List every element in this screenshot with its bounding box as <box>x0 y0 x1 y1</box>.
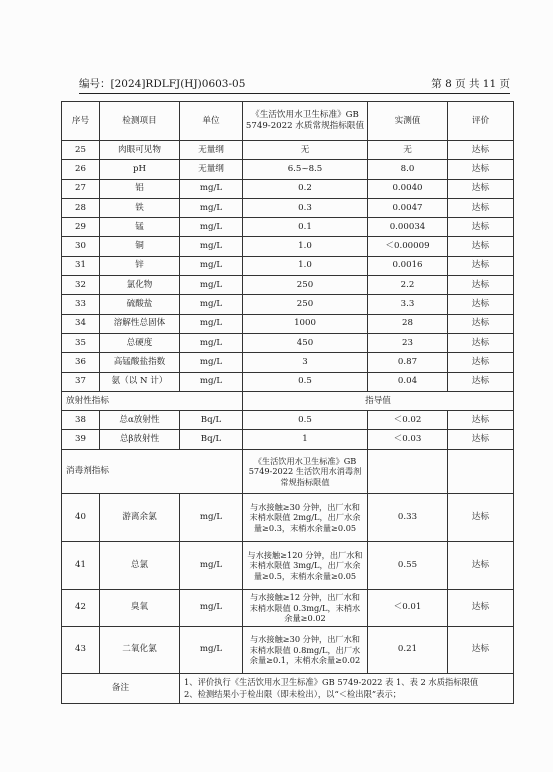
cell-unit: mg/L <box>180 541 243 589</box>
cell-measured: 8.0 <box>368 160 448 179</box>
radio-section-row <box>62 391 514 410</box>
cell-measured: 0.00034 <box>368 218 448 237</box>
cell-seq: 29 <box>62 218 100 237</box>
cell-item: 氯化物 <box>100 276 180 295</box>
cell-unit: mg/L <box>180 198 243 217</box>
table-row <box>62 198 514 217</box>
cell-evaluation: 达标 <box>448 256 514 275</box>
cell-seq: 36 <box>62 353 100 372</box>
cell-measured: 0.0016 <box>368 256 448 275</box>
cell-evaluation: 达标 <box>448 218 514 237</box>
cell-measured: ＜0.02 <box>368 411 448 430</box>
cell-measured: 0.04 <box>368 372 448 391</box>
cell-limit: 与水接触≥30 分钟，出厂水和末梢水限值 2mg/L，出厂水余量≥0.3，末梢水余量≥0.05 <box>243 493 368 541</box>
cell-limit: 与水接触≥120 分钟，出厂水和末梢水限值 3mg/L，出厂水余量≥0.5，末梢水余量≥0.05 <box>243 541 368 589</box>
table-row <box>62 353 514 372</box>
cell-item: pH <box>100 160 180 179</box>
table-row <box>62 160 514 179</box>
cell-limit: 250 <box>243 295 368 314</box>
cell-seq: 26 <box>62 160 100 179</box>
cell-limit: 0.1 <box>243 218 368 237</box>
cell-seq: 37 <box>62 372 100 391</box>
cell-evaluation: 达标 <box>448 276 514 295</box>
table-row <box>62 295 514 314</box>
cell-item: 锌 <box>100 256 180 275</box>
cell-limit: 无 <box>243 141 368 160</box>
remarks-row <box>62 673 514 703</box>
cell-limit: 450 <box>243 333 368 352</box>
cell-limit: 与水接触≥12 分钟，出厂水和末梢水限值 0.3mg/L，末梢水余量≥0.02 <box>243 589 368 626</box>
cell-limit: 0.3 <box>243 198 368 217</box>
empty-cell <box>448 449 514 493</box>
cell-measured: 3.3 <box>368 295 448 314</box>
cell-evaluation: 达标 <box>448 626 514 673</box>
remark-line1: 1、评价执行《生活饮用水卫生标准》GB 5749-2022 表 1、表 2 水质指标限值 <box>184 677 479 688</box>
header-limit: 《生活饮用水卫生标准》GB 5749-2022 水质常规指标限值 <box>243 102 368 141</box>
cell-seq: 35 <box>62 333 100 352</box>
cell-limit: 3 <box>243 353 368 372</box>
cell-evaluation: 达标 <box>448 333 514 352</box>
cell-unit: Bq/L <box>180 430 243 449</box>
cell-limit: 250 <box>243 276 368 295</box>
cell-evaluation: 达标 <box>448 353 514 372</box>
table-row <box>62 276 514 295</box>
cell-evaluation: 达标 <box>448 160 514 179</box>
cell-seq: 43 <box>62 626 100 673</box>
cell-evaluation: 达标 <box>448 314 514 333</box>
radio-section-title: 放射性指标 <box>62 391 243 410</box>
cell-measured: ＜0.03 <box>368 430 448 449</box>
table-row <box>62 141 514 160</box>
cell-measured: 28 <box>368 314 448 333</box>
disinfect-limit-header: 《生活饮用水卫生标准》GB 5749-2022 生活饮用水消毒剂常规指标限值 <box>243 449 368 493</box>
cell-item: 肉眼可见物 <box>100 141 180 160</box>
cell-evaluation: 达标 <box>448 541 514 589</box>
cell-unit: mg/L <box>180 493 243 541</box>
empty-cell <box>368 449 448 493</box>
cell-limit: 1.0 <box>243 237 368 256</box>
cell-unit: mg/L <box>180 256 243 275</box>
cell-item: 总β放射性 <box>100 430 180 449</box>
cell-evaluation: 达标 <box>448 198 514 217</box>
cell-evaluation: 达标 <box>448 589 514 626</box>
cell-unit: mg/L <box>180 295 243 314</box>
cell-item: 总硬度 <box>100 333 180 352</box>
cell-measured: 0.0040 <box>368 179 448 198</box>
cell-evaluation: 达标 <box>448 372 514 391</box>
cell-measured: 0.33 <box>368 493 448 541</box>
cell-unit: 无量纲 <box>180 160 243 179</box>
cell-seq: 31 <box>62 256 100 275</box>
cell-seq: 34 <box>62 314 100 333</box>
table-header-row <box>62 102 514 141</box>
table-row <box>62 333 514 352</box>
cell-limit: 6.5~8.5 <box>243 160 368 179</box>
cell-seq: 40 <box>62 493 100 541</box>
radio-guide-label: 指导值 <box>243 391 514 410</box>
table-row <box>62 237 514 256</box>
header-evaluation: 评价 <box>448 102 514 141</box>
header-divider <box>79 93 510 94</box>
report-number: 编号：[2024]RDLFJ(HJ)0603-05 <box>79 78 246 90</box>
table-row <box>62 430 514 449</box>
cell-item: 硫酸盐 <box>100 295 180 314</box>
table-row <box>62 314 514 333</box>
cell-measured: 0.21 <box>368 626 448 673</box>
cell-unit: mg/L <box>180 372 243 391</box>
cell-evaluation: 达标 <box>448 141 514 160</box>
cell-measured: 0.0047 <box>368 198 448 217</box>
cell-seq: 38 <box>62 411 100 430</box>
cell-limit: 0.5 <box>243 411 368 430</box>
cell-unit: mg/L <box>180 237 243 256</box>
cell-item: 总氯 <box>100 541 180 589</box>
cell-evaluation: 达标 <box>448 430 514 449</box>
table-row <box>62 589 514 626</box>
table-row <box>62 218 514 237</box>
cell-item: 二氧化氯 <box>100 626 180 673</box>
header-item: 检测项目 <box>100 102 180 141</box>
table-row <box>62 372 514 391</box>
cell-measured: 2.2 <box>368 276 448 295</box>
cell-item: 游离余氯 <box>100 493 180 541</box>
cell-seq: 28 <box>62 198 100 217</box>
results-table <box>61 101 514 704</box>
table-row <box>62 256 514 275</box>
remarks-content <box>180 673 514 703</box>
disinfect-section-title: 消毒剂指标 <box>62 449 243 493</box>
cell-seq: 32 <box>62 276 100 295</box>
cell-seq: 30 <box>62 237 100 256</box>
cell-measured: 0.87 <box>368 353 448 372</box>
cell-unit: mg/L <box>180 314 243 333</box>
cell-seq: 42 <box>62 589 100 626</box>
cell-unit: Bq/L <box>180 411 243 430</box>
table-row <box>62 179 514 198</box>
table-row <box>62 493 514 541</box>
cell-unit: mg/L <box>180 276 243 295</box>
cell-item: 氨（以 N 计） <box>100 372 180 391</box>
cell-evaluation: 达标 <box>448 179 514 198</box>
header-unit: 单位 <box>180 102 243 141</box>
cell-measured: 23 <box>368 333 448 352</box>
table-row <box>62 541 514 589</box>
page-header <box>79 76 510 92</box>
cell-unit: mg/L <box>180 333 243 352</box>
cell-item: 铁 <box>100 198 180 217</box>
cell-limit: 0.2 <box>243 179 368 198</box>
cell-item: 溶解性总固体 <box>100 314 180 333</box>
cell-limit: 1 <box>243 430 368 449</box>
cell-measured: 0.55 <box>368 541 448 589</box>
remark-line2: 2、检测结果小于检出限（即未检出），以“＜检出限”表示； <box>184 689 402 700</box>
cell-measured: ＜0.00009 <box>368 237 448 256</box>
disinfect-section-row <box>62 449 514 493</box>
cell-item: 锰 <box>100 218 180 237</box>
table-row <box>62 411 514 430</box>
remarks-label: 备注 <box>62 673 180 703</box>
cell-limit: 1000 <box>243 314 368 333</box>
cell-evaluation: 达标 <box>448 237 514 256</box>
cell-seq: 39 <box>62 430 100 449</box>
cell-item: 总α放射性 <box>100 411 180 430</box>
cell-seq: 33 <box>62 295 100 314</box>
cell-unit: mg/L <box>180 353 243 372</box>
cell-measured: ＜0.01 <box>368 589 448 626</box>
cell-seq: 25 <box>62 141 100 160</box>
cell-unit: 无量纲 <box>180 141 243 160</box>
header-measured: 实测值 <box>368 102 448 141</box>
cell-seq: 41 <box>62 541 100 589</box>
cell-evaluation: 达标 <box>448 411 514 430</box>
cell-limit: 1.0 <box>243 256 368 275</box>
cell-item: 铜 <box>100 237 180 256</box>
header-seq: 序号 <box>62 102 100 141</box>
cell-limit: 与水接触≥30 分钟，出厂水和末梢水限值 0.8mg/L，出厂水余量≥0.1，末梢水余量≥0.02 <box>243 626 368 673</box>
page-number: 第 8 页 共 11 页 <box>431 78 510 90</box>
cell-measured: 无 <box>368 141 448 160</box>
cell-item: 臭氧 <box>100 589 180 626</box>
cell-seq: 27 <box>62 179 100 198</box>
cell-unit: mg/L <box>180 589 243 626</box>
cell-unit: mg/L <box>180 626 243 673</box>
table-row <box>62 626 514 673</box>
cell-item: 铝 <box>100 179 180 198</box>
cell-limit: 0.5 <box>243 372 368 391</box>
cell-evaluation: 达标 <box>448 493 514 541</box>
cell-evaluation: 达标 <box>448 295 514 314</box>
cell-unit: mg/L <box>180 179 243 198</box>
cell-item: 高锰酸盐指数 <box>100 353 180 372</box>
cell-unit: mg/L <box>180 218 243 237</box>
